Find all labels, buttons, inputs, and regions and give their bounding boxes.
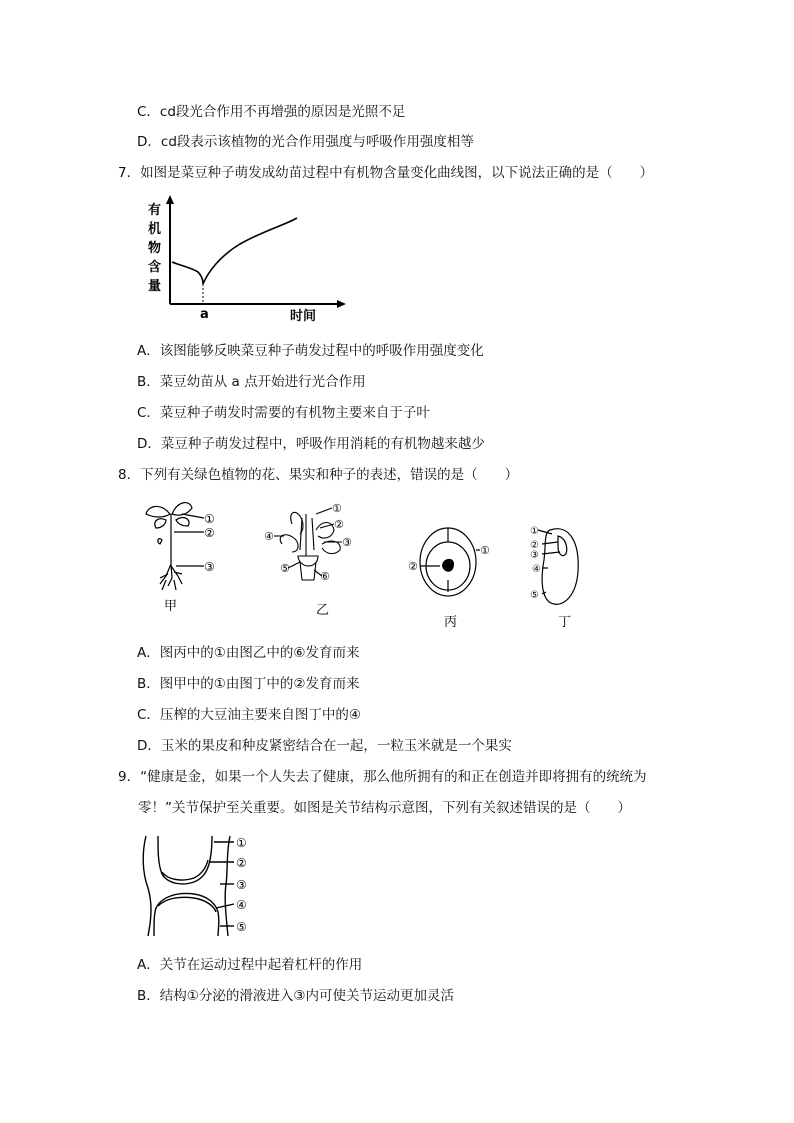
q7-option-d: D．菜豆种子萌发过程中，呼吸作用消耗的有机物越来越少 — [137, 436, 485, 452]
figure-ding-seed — [528, 520, 608, 628]
yi-label-6: ⑥ — [320, 570, 330, 583]
joint-label-2: ② — [236, 856, 247, 870]
bing-seed — [442, 559, 454, 572]
jia-label-1: ① — [204, 512, 215, 526]
ylabel-char: 量 — [148, 279, 162, 294]
q8-stem: 8．下列有关绿色植物的花、果实和种子的表述，错误的是（ ） — [118, 467, 519, 483]
ylabel-char: 物 — [148, 241, 162, 256]
figure-yi-flower — [262, 500, 362, 624]
q8-option-d: D．玉米的果皮和种皮紧密结合在一起，一粒玉米就是一个果实 — [137, 738, 512, 754]
x-axis-arrow — [337, 300, 346, 308]
jia-label-3: ③ — [204, 560, 215, 574]
q8-option-b: B．图甲中的①由图丁中的②发育而来 — [137, 676, 360, 692]
graph-ylabel — [148, 202, 161, 294]
graph-xlabel: 时间 — [290, 309, 317, 324]
ding-caption: 丁 — [558, 615, 572, 630]
ylabel-char: 含 — [148, 260, 162, 275]
q6-option-d: D．cd段表示该植物的光合作用强度与呼吸作用强度相等 — [137, 134, 474, 150]
ding-label-1: ① — [530, 526, 539, 537]
q6-option-c: C．cd段光合作用不再增强的原因是光照不足 — [137, 104, 406, 120]
ylabel-char: 机 — [148, 222, 162, 237]
q7-organic-matter-graph — [140, 192, 360, 326]
point-a-label: a — [200, 307, 209, 322]
bing-caption: 丙 — [444, 615, 458, 630]
jia-caption: 甲 — [164, 599, 178, 614]
figure-joint-structure — [138, 832, 268, 942]
yi-label-5: ⑤ — [280, 562, 290, 575]
yi-label-3: ③ — [342, 536, 352, 549]
q9-option-a: A．关节在运动过程中起着杠杆的作用 — [137, 957, 363, 973]
bing-label-1: ① — [480, 544, 490, 557]
ding-label-5: ⑤ — [530, 590, 539, 601]
q9-stem-line2: 零！”关节保护至关重要。如图是关节结构示意图，下列有关叙述错误的是（ ） — [138, 800, 631, 816]
jia-label-2: ② — [204, 526, 215, 540]
ding-label-4: ④ — [532, 564, 541, 575]
outer-capsule-right — [225, 836, 230, 936]
figure-jia-seedling — [138, 494, 238, 622]
q9-option-b: B．结构①分泌的滑液进入③内可使关节运动更加灵活 — [137, 988, 454, 1004]
outer-capsule-left — [143, 836, 151, 936]
joint-label-5: ⑤ — [236, 920, 247, 934]
ylabel-char: 有 — [148, 203, 162, 218]
q7-option-b: B．菜豆幼苗从 a 点开始进行光合作用 — [137, 374, 366, 390]
yi-label-1: ① — [332, 502, 342, 515]
yi-label-4: ④ — [264, 530, 274, 543]
q9-stem-line1: 9．“健康是金，如果一个人失去了健康，那么他所拥有的和正在创造并即将拥有的统统为 — [118, 769, 647, 785]
lower-cartilage — [158, 897, 216, 912]
q7-option-c: C．菜豆种子萌发时需要的有机物主要来自于子叶 — [137, 405, 430, 421]
ding-label-3: ③ — [530, 550, 539, 561]
organic-matter-curve — [172, 218, 297, 284]
joint-label-1: ① — [236, 836, 247, 850]
yi-caption: 乙 — [316, 603, 330, 618]
figure-bing-fruit — [404, 520, 504, 630]
bing-label-2: ② — [408, 560, 418, 573]
y-axis-arrow — [166, 195, 174, 204]
joint-label-3: ③ — [236, 878, 247, 892]
yi-label-2: ② — [334, 518, 344, 531]
q8-option-a: A．图丙中的①由图乙中的⑥发育而来 — [137, 645, 360, 661]
ding-label-2: ② — [530, 540, 539, 551]
q7-option-a: A．该图能够反映菜豆种子萌发过程中的呼吸作用强度变化 — [137, 343, 484, 359]
q7-stem: 7．如图是菜豆种子萌发成幼苗过程中有机物含量变化曲线图，以下说法正确的是（ ） — [118, 165, 654, 181]
lower-bone-socket — [154, 894, 219, 936]
joint-label-4: ④ — [236, 898, 247, 912]
q8-option-c: C．压榨的大豆油主要来自图丁中的④ — [137, 707, 362, 723]
upper-bone-head — [158, 836, 212, 884]
